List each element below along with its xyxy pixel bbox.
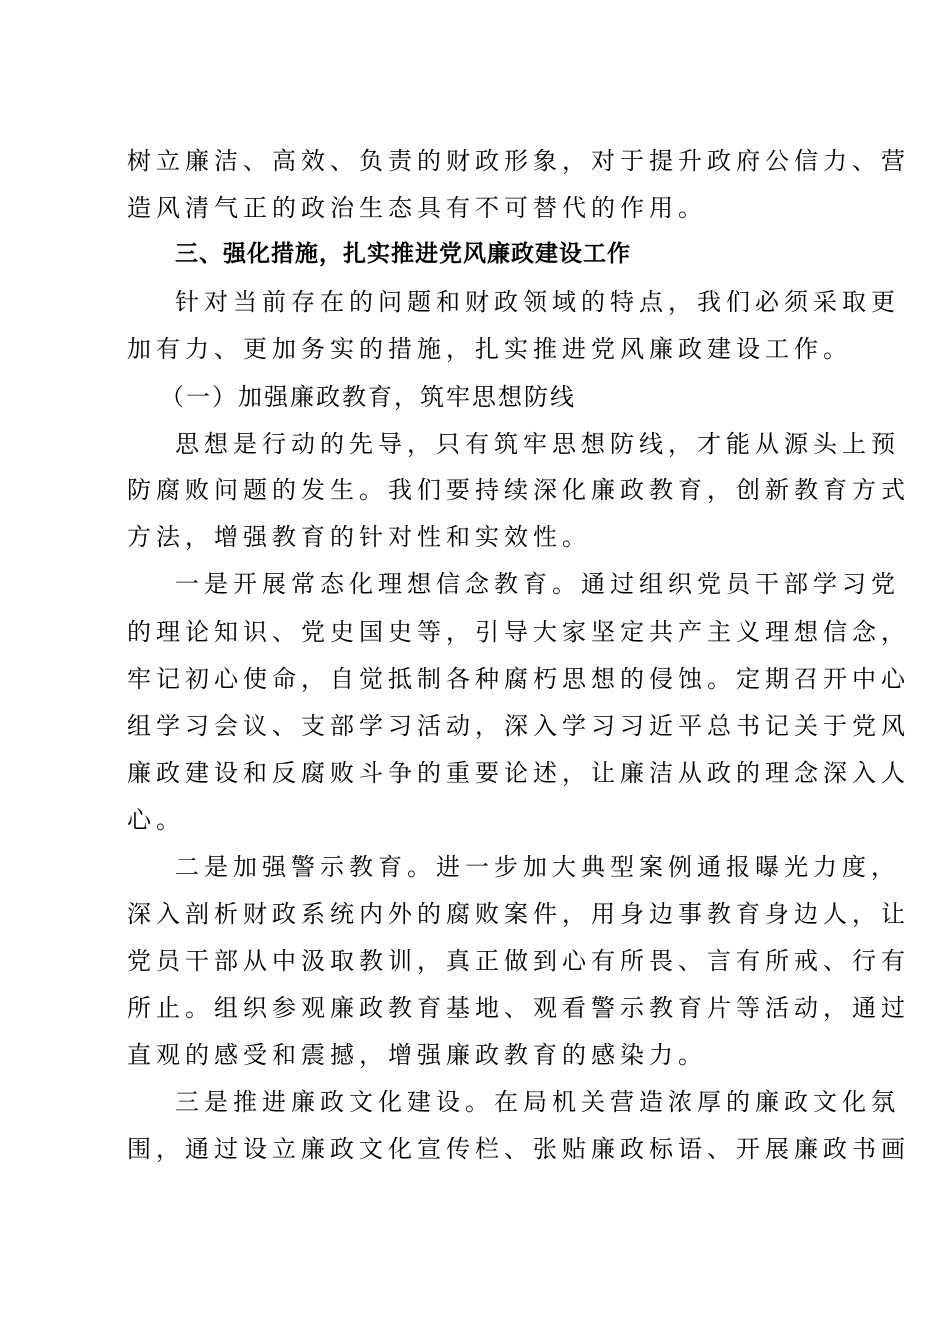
body-text-line: 的理论知识、党史国史等，引导大家坚定共产主义理想信念， [127, 618, 910, 646]
subsection-heading: （一）加强廉政教育，筑牢思想防线 [160, 383, 576, 411]
body-text-line: 直观的感受和震撼，增强廉政教育的感染力。 [127, 1041, 707, 1069]
body-text-line: 牢记初心使命，自觉抵制各种腐朽思想的侵蚀。定期召开中心 [127, 665, 910, 693]
body-text-line: 二是加强警示教育。进一步加大典型案例通报曝光力度， [175, 853, 900, 881]
body-text-line: 三是推进廉政文化建设。在局机关营造浓厚的廉政文化氛 [175, 1088, 900, 1116]
body-text-line: 党员干部从中汲取教训，真正做到心有所畏、言有所戒、行有 [127, 947, 910, 975]
body-text-line: 廉政建设和反腐败斗争的重要论述，让廉洁从政的理念深入人 [127, 759, 910, 787]
body-text-line: 造风清气正的政治生态具有不可替代的作用。 [127, 194, 707, 222]
body-text-line: 树立廉洁、高效、负责的财政形象，对于提升政府公信力、营 [127, 147, 910, 175]
body-text-line: 防腐败问题的发生。我们要持续深化廉政教育，创新教育方式 [127, 476, 910, 504]
body-text-line: 所止。组织参观廉政教育基地、观看警示教育片等活动，通过 [127, 994, 910, 1022]
section-heading: 三、强化措施，扎实推进党风廉政建设工作 [175, 241, 631, 267]
body-text-line: 围，通过设立廉政文化宣传栏、张贴廉政标语、开展廉政书画 [127, 1135, 910, 1163]
body-text-line: 一是开展常态化理想信念教育。通过组织党员干部学习党 [175, 570, 900, 598]
body-text-line: 组学习会议、支部学习活动，深入学习习近平总书记关于党风 [127, 712, 910, 740]
body-text-line: 心。 [127, 806, 185, 834]
body-text-line: 加有力、更加务实的措施，扎实推进党风廉政建设工作。 [127, 335, 852, 363]
body-text-line: 方法，增强教育的针对性和实效性。 [127, 523, 591, 551]
body-text-line: 深入剖析财政系统内外的腐败案件，用身边事教育身边人，让 [127, 900, 910, 928]
body-text-line: 思想是行动的先导，只有筑牢思想防线，才能从源头上预 [175, 430, 900, 458]
body-text-line: 针对当前存在的问题和财政领域的特点，我们必须采取更 [175, 288, 900, 316]
